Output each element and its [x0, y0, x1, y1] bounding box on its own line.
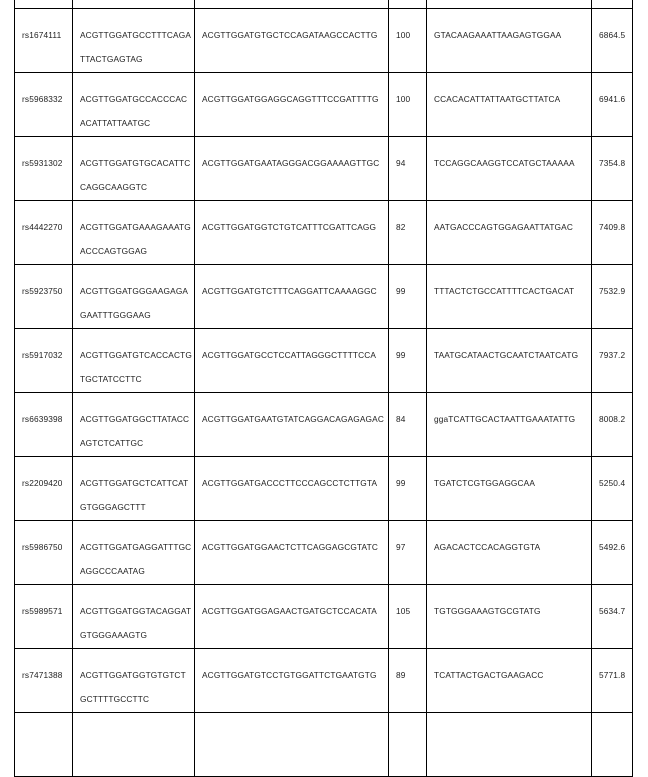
extension-primer-cell	[427, 393, 592, 457]
snp-id-cell	[15, 265, 73, 329]
table-row	[15, 137, 633, 201]
extension-primer-cell	[427, 73, 592, 137]
primer2-text: ACGTTGGATGCCTCCATTAGGGCTTTTCCA	[202, 350, 377, 360]
primer1-text: ACGTTGGATGCCACCCACACATTATTAATGC	[80, 94, 188, 128]
snp-id-text: rs5917032	[22, 350, 63, 360]
extension-primer-text: TCCAGGCAAGGTCCATGCTAAAAA	[434, 158, 575, 168]
primer1-text: ACGTTGGATGTGCACATTCCAGGCAAGGTC	[80, 158, 191, 192]
snp-id-text	[15, 713, 72, 727]
snp-id-cell	[15, 457, 73, 521]
snp-id-cell	[15, 73, 73, 137]
snp-id-text: rs5968332	[22, 94, 63, 104]
amplicon-length-text: 94	[396, 158, 406, 168]
extension-primer-text: AGACACTCCACAGGTGTA	[434, 542, 541, 552]
primer2-cell	[195, 0, 389, 9]
primer1-text: ACGTTGGATGGCTTATACCAGTCTCATTGC	[80, 414, 190, 448]
primer1-text: ACGTTGGATGGTGTGTCTGCTTTTGCCTTC	[80, 670, 186, 704]
primer1-text: ACGTTGGATGAAAGAAATGACCCAGTGGAG	[80, 222, 191, 256]
mass-text: 7532.9	[599, 286, 626, 296]
primer2-text: ACGTTGGATGGAGAACTGATGCTCCACATA	[202, 606, 377, 616]
amplicon-length-text: 99	[396, 478, 406, 488]
primer2-cell	[195, 329, 389, 393]
table-row	[15, 201, 633, 265]
table-row	[15, 521, 633, 585]
extension-primer-text: TGTGGGAAAGTGCGTATG	[434, 606, 541, 616]
snp-id-text: rs5986750	[22, 542, 63, 552]
amplicon-length-text: 84	[396, 414, 406, 424]
mass-text: 5492.6	[599, 542, 626, 552]
primer2-text: ACGTTGGATGTCCTGTGGATTCTGAATGTG	[202, 670, 377, 680]
table-row	[15, 0, 633, 9]
primer2-text: ACGTTGGATGGAACTCTTCAGGAGCGTATC	[202, 542, 378, 552]
amplicon-length-cell	[389, 9, 427, 73]
amplicon-length-cell	[389, 457, 427, 521]
snp-id-cell	[15, 201, 73, 265]
primer1-text	[73, 713, 192, 727]
amplicon-length-text: 105	[396, 606, 411, 616]
extension-primer-cell	[427, 649, 592, 713]
table-row	[15, 265, 633, 329]
mass-text: 5634.7	[599, 606, 626, 616]
amplicon-length-text: 82	[396, 222, 406, 232]
primer1-cell	[73, 201, 195, 265]
primer1-cell	[73, 713, 195, 777]
primer1-cell	[73, 393, 195, 457]
primer1-cell	[73, 457, 195, 521]
table-row	[15, 649, 633, 713]
mass-cell	[592, 265, 633, 329]
amplicon-length-text: 99	[396, 286, 406, 296]
primer2-cell	[195, 649, 389, 713]
mass-cell	[592, 329, 633, 393]
snp-id-cell	[15, 9, 73, 73]
primer2-cell	[195, 137, 389, 201]
primer1-text: ACGTTGGATGCTCATTCATGTGGGAGCTTT	[80, 478, 189, 512]
snp-id-cell	[15, 521, 73, 585]
snp-id-text: rs1674111	[22, 30, 62, 40]
mass-text: 7937.2	[599, 350, 626, 360]
mass-cell	[592, 9, 633, 73]
extension-primer-cell	[427, 265, 592, 329]
extension-primer-text: TCATTACTGACTGAAGACC	[434, 670, 544, 680]
snp-id-cell	[15, 393, 73, 457]
amplicon-length-cell	[389, 329, 427, 393]
primer1-cell	[73, 265, 195, 329]
extension-primer-text	[427, 713, 591, 727]
extension-primer-cell	[427, 521, 592, 585]
snp-id-cell	[15, 649, 73, 713]
amplicon-length-text: 97	[396, 542, 406, 552]
extension-primer-text: AATGACCCAGTGGAGAATTATGAC	[434, 222, 573, 232]
mass-text: 7354.8	[599, 158, 626, 168]
primer2-cell	[195, 393, 389, 457]
primer2-text: ACGTTGGATGGAGGCAGGTTTCCGATTTTG	[202, 94, 379, 104]
mass-text: 5771.8	[599, 670, 626, 680]
snp-id-text: rs2209420	[22, 478, 63, 488]
primer2-cell	[195, 521, 389, 585]
mass-text: 8008.2	[599, 414, 626, 424]
amplicon-length-text: 100	[396, 30, 411, 40]
mass-cell	[592, 457, 633, 521]
snp-id-text: rs7471388	[22, 670, 63, 680]
extension-primer-text: ggaTCATTGCACTAATTGAAATATTG	[434, 414, 576, 424]
mass-text: 5250.4	[599, 478, 626, 488]
primer1-text: ACGTTGGATGCCTTTCAGATTACTGAGTAG	[80, 30, 192, 64]
primer2-cell	[195, 713, 389, 777]
table-row	[15, 9, 633, 73]
table-row	[15, 457, 633, 521]
table-row	[15, 329, 633, 393]
primer1-cell	[73, 585, 195, 649]
primer2-text: ACGTTGGATGAATAGGGACGGAAAAGTTGC	[202, 158, 380, 168]
primer2-cell	[195, 265, 389, 329]
amplicon-length-cell	[389, 521, 427, 585]
mass-cell	[592, 137, 633, 201]
primer2-cell	[195, 585, 389, 649]
amplicon-length-text: 89	[396, 670, 406, 680]
amplicon-length-text: 100	[396, 94, 411, 104]
primer-table-body	[15, 0, 633, 777]
primer1-cell	[73, 9, 195, 73]
primer2-text: ACGTTGGATGACCCTTCCCAGCCTCTTGTA	[202, 478, 378, 488]
amplicon-length-cell	[389, 73, 427, 137]
table-row	[15, 73, 633, 137]
primer1-cell	[73, 137, 195, 201]
snp-id-cell	[15, 585, 73, 649]
primer1-cell	[73, 0, 195, 9]
mass-cell	[592, 0, 633, 9]
amplicon-length-text: 99	[396, 350, 406, 360]
primer2-cell	[195, 73, 389, 137]
primer-table	[14, 0, 633, 777]
mass-cell	[592, 713, 633, 777]
mass-text	[592, 713, 632, 727]
snp-id-cell	[15, 329, 73, 393]
snp-id-text: rs6639398	[22, 414, 63, 424]
mass-cell	[592, 521, 633, 585]
primer1-text: ACGTTGGATGAGGATTTGCAGGCCCAATAG	[80, 542, 192, 576]
extension-primer-text: TAATGCATAACTGCAATCTAATCATG	[434, 350, 579, 360]
primer2-text: ACGTTGGATGTGCTCCAGATAAGCCACTTG	[202, 30, 378, 40]
mass-cell	[592, 649, 633, 713]
extension-primer-text: TTTACTCTGCCATTTTCACTGACAT	[434, 286, 575, 296]
amplicon-length-cell	[389, 201, 427, 265]
mass-cell	[592, 201, 633, 265]
amplicon-length-cell	[389, 0, 427, 9]
table-row	[15, 393, 633, 457]
primer2-text: ACGTTGGATGGTCTGTCATTTCGATTCAGG	[202, 222, 377, 232]
extension-primer-cell	[427, 201, 592, 265]
primer1-text: ACGTTGGATGGTACAGGATGTGGGAAAGTG	[80, 606, 192, 640]
primer1-text: ACGTTGGATGTCACCACTGTGCTATCCTTC	[80, 350, 192, 384]
amplicon-length-cell	[389, 585, 427, 649]
primer1-cell	[73, 329, 195, 393]
extension-primer-cell	[427, 713, 592, 777]
mass-cell	[592, 73, 633, 137]
snp-id-cell	[15, 0, 73, 9]
extension-primer-cell	[427, 137, 592, 201]
amplicon-length-text	[389, 713, 426, 727]
mass-text: 6864.5	[599, 30, 626, 40]
extension-primer-cell	[427, 457, 592, 521]
primer2-cell	[195, 457, 389, 521]
extension-primer-cell	[427, 9, 592, 73]
extension-primer-text: CCACACATTATTAATGCTTATCA	[434, 94, 561, 104]
mass-cell	[592, 585, 633, 649]
primer1-text: ACGTTGGATGGGAAGAGAGAATTTGGGAAG	[80, 286, 189, 320]
primer2-cell	[195, 201, 389, 265]
snp-id-cell	[15, 713, 73, 777]
primer1-cell	[73, 521, 195, 585]
mass-text: 7409.8	[599, 222, 626, 232]
snp-id-text: rs5931302	[22, 158, 63, 168]
extension-primer-cell	[427, 585, 592, 649]
primer2-text: ACGTTGGATGTCTTTCAGGATTCAAAAGGC	[202, 286, 377, 296]
extension-primer-text: TGATCTCGTGGAGGCAA	[434, 478, 536, 488]
amplicon-length-cell	[389, 393, 427, 457]
extension-primer-cell	[427, 0, 592, 9]
extension-primer-text: GTACAAGAAATTAAGAGTGGAA	[434, 30, 562, 40]
table-row	[15, 585, 633, 649]
mass-text: 6941.6	[599, 94, 626, 104]
primer1-cell	[73, 649, 195, 713]
primer2-text	[195, 713, 388, 727]
amplicon-length-cell	[389, 649, 427, 713]
primer2-text: ACGTTGGATGAATGTATCAGGACAGAGAGAC	[202, 414, 384, 424]
amplicon-length-cell	[389, 265, 427, 329]
extension-primer-cell	[427, 329, 592, 393]
snp-id-cell	[15, 137, 73, 201]
amplicon-length-cell	[389, 137, 427, 201]
primer2-cell	[195, 9, 389, 73]
snp-id-text: rs4442270	[22, 222, 63, 232]
primer1-cell	[73, 73, 195, 137]
snp-id-text: rs5989571	[22, 606, 63, 616]
amplicon-length-cell	[389, 713, 427, 777]
snp-id-text: rs5923750	[22, 286, 63, 296]
mass-cell	[592, 393, 633, 457]
table-row	[15, 713, 633, 777]
